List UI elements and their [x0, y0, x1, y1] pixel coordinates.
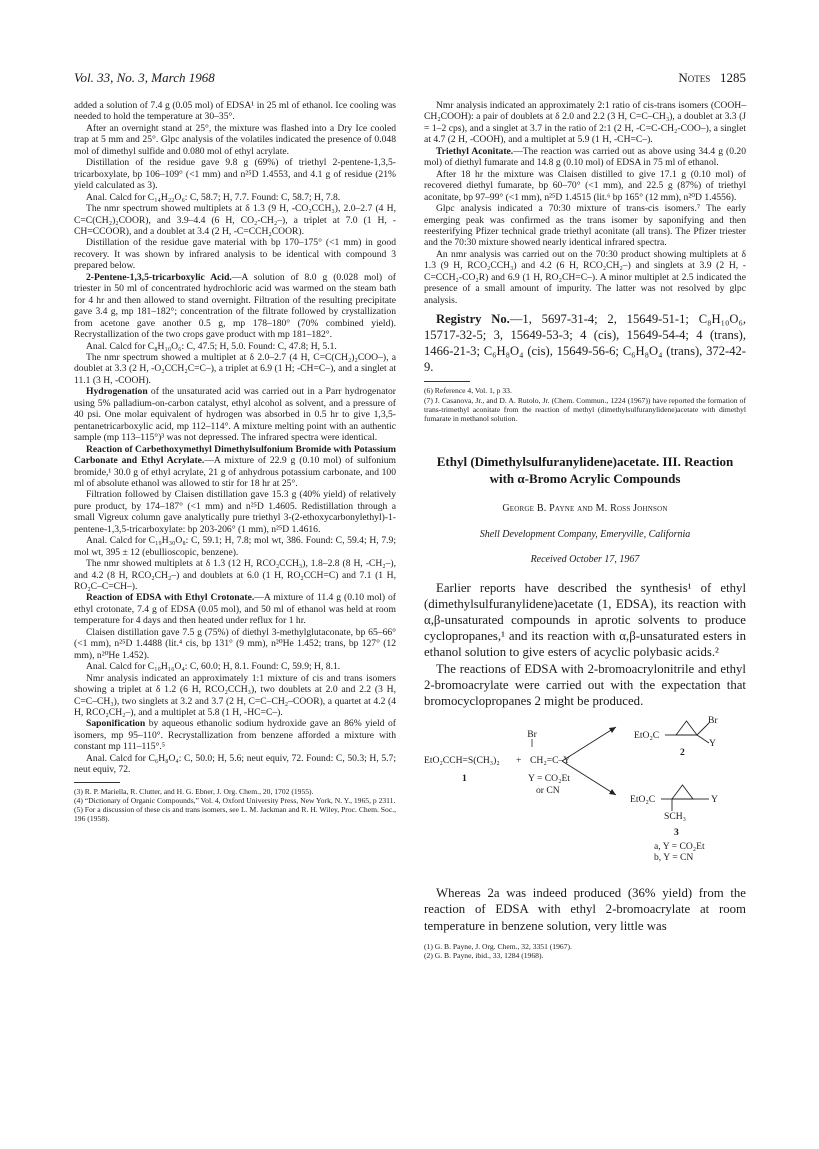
- page-header: [74, 70, 746, 90]
- reaction-scheme: [424, 713, 746, 885]
- analysis-line: Anal. Calcd for C₆H₈O₄: C, 50.0; H, 5.6; neut equiv, 72. Found: C, 50.3; H, 5.7; neut equiv, 72.: [74, 752, 396, 776]
- reactant-1: EtO₂CCH=S(CH₃)₂: [424, 755, 500, 767]
- footnotes: [424, 386, 746, 423]
- paragraph: Glpc analysis indicated a 70:30 mixture of trans-cis isomers.⁷ The early emerging peak was confirmed as the trans isomer by saponifying and then reesterifying Pfizer technical grade triethyl aconitate (all trans). The Pfizer triester and the 70:30 mixture showed nearly identical infrared spectra.: [424, 203, 746, 249]
- paragraph: Claisen distillation gave 7.5 g (75%) of diethyl 3-methylglutaconate, bp 65–66° (<1 mm), n²⁵D 1.4488 (lit.⁴ cis, bp 131° (9 mm), n²⁰He 1.452; trans, bp 127° (12 mm), n²⁰He 1.452).: [74, 626, 396, 661]
- ester-label: EtO₂C: [630, 794, 656, 806]
- substituent-key: b, Y = CN: [654, 852, 694, 864]
- analysis-line: Anal. Calcd for C₈H₁₀O₆: C, 47.5; H, 5.0. Found: C, 47.8; H, 5.1.: [86, 340, 337, 352]
- cyclopropane-ring: [676, 721, 697, 735]
- bond-line: [697, 735, 709, 743]
- analysis-line: Anal. Calcd for C₁₉H₃₀O₈: C, 59.1; H, 7.8; mol wt, 386. Found: C, 59.4; H, 7.9; mol wt, 395 ± 12 (ebullioscopic, benzene).: [74, 535, 396, 558]
- registry-heading: Registry No.: [436, 312, 510, 327]
- footnote: (4) “Dictionary of Organic Compounds,” Vol. 4, Oxford University Press, New York, N. Y., 1965, p 2311.: [74, 795, 396, 805]
- right-column: [424, 100, 746, 960]
- y-label: Y: [709, 738, 716, 750]
- substituent-definition: Y = CO₂Et: [528, 773, 570, 785]
- paragraph: Saponification by aqueous ethanolic sodium hydroxide gave an 86% yield of isomers, mp 95–110°. Recrystallization from benzene afforded a mixture with constant mp 111–115°.⁵: [74, 718, 396, 753]
- paragraph: An nmr analysis was carried out on the 70:30 product showing multiplets at δ 1.3 (9 H, RCO₂CCH₃) and 4.2 (6 H, RCO₂CH₂–) and singlets at 3.9 (2 H, -C=CCH₂-CO₂R) and 6.9 (1 H, RO₂CH=C–). A minor multiplet at 2.5 indicated the presence of a small amount of impurity. The latter was not resolved by glpc analysis.: [424, 248, 746, 306]
- paragraph: Triethyl Aconitate.—The reaction was carried out as above using 34.4 g (0.20 mol) of diethyl fumarate and 14.8 g (0.10 mol) of EDSA in 75 ml of ethanol.: [424, 145, 747, 169]
- ester-label: EtO₂C: [634, 730, 660, 742]
- article-authors: George B. Payne and M. Ross Johnson: [502, 503, 668, 515]
- footnote: (3) R. P. Mariella, R. Clutter, and H. G. Ebner, J. Org. Chem., 20, 1702 (1955).: [74, 786, 314, 796]
- reactant-2: CH₂=C–Y: [530, 755, 571, 767]
- section-heading: Reaction of Carbethoxymethyl Dimethylsulfonium Bromide with Potassium Carbonate and Ethyl Acrylate.: [74, 443, 397, 467]
- paragraph: After 18 hr the mixture was Claisen distilled to give 17.1 g (0.10 mol) of recovered diethyl fumarate, bp 60–70° (<1 mm), and 22.5 g (87%) of triethyl aconitate, bp 97–99° (<1 mm), n²⁵D 1.4515 (lit.⁶ bp 165° (12 mm), n²⁰D 1.4556).: [424, 168, 746, 203]
- article-title: Ethyl (Dimethylsulfuranylidene)acetate. III. Reaction with α-Bromo Acrylic Compounds: [436, 454, 734, 487]
- footnote: (6) Reference 4, Vol. 1, p 33.: [424, 386, 512, 396]
- paragraph: 2-Pentene-1,3,5-tricarboxylic Acid.—A solution of 8.0 g (0.028 mol) of triester in 50 ml of concentrated hydrochloric acid was warmed on the steam bath for 4 hr and then allowed to stand overnight. Filtration of the resulting precipitate gave 3.4 g, mp 181–182°; concentration of the filtrate followed by crystallization from acetone gave another 0.5 g, mp 178–180° (70% combined yield). Recrystallization of the two crops gave product with mp 181–182°.: [74, 271, 397, 341]
- paragraph: Whereas 2a was indeed produced (36% yield) from the reaction of EDSA with ethyl 2-bromoacrylate at room temperature in benzene solution, very little was: [424, 886, 746, 933]
- section-heading: Hydrogenation: [86, 386, 148, 398]
- registry-numbers: Registry No.—1, 5697-31-4; 2, 15649-51-1; C₈H₁₀O₆, 15717-32-5; 3, 15649-53-3; 4 (cis), 15649-54-4; 4 (trans), 1466-21-3; C₆H₈O₄ (cis), 15649-56-6; C₆H₈O₄ (trans), 372-42-9.: [424, 312, 747, 374]
- compound-label: 2: [680, 747, 685, 759]
- section-heading: 2-Pentene-1,3,5-tricarboxylic Acid.: [86, 271, 232, 283]
- paragraph: The nmr showed multiplets at δ 1.3 (12 H, RCO₂CCH₃), 1.8–2.8 (8 H, -CH₂–), and 4.2 (8 H, RCO₂CH₂–) and doublets at 6.0 (1 H, RO₂CCH=C) and 7.1 (1 H, RO₂C–C=CH–).: [74, 558, 396, 593]
- paragraph: Reaction of Carbethoxymethyl Dimethylsulfonium Bromide with Potassium Carbonate and Ethyl Acrylate.—A mixture of 22.9 g (0.10 mol) of sulfonium bromide,¹ 30.0 g of ethyl acrylate, 21 g of anhydrous potassium carbonate, and 100 ml of absolute ethanol was allowed to stir for 18 hr at 25°.: [74, 443, 397, 489]
- footnote: (1) G. B. Payne, J. Org. Chem., 32, 3351 (1967).: [424, 941, 572, 951]
- paragraph: The nmr spectrum showed a multiplet at δ 2.0–2.7 (4 H, C=C(CH₂)₂COO–), a doublet at 3.3 (2 H, -O₂CCH₂C=C–), a triplet at 6.9 (1 H; -CH=C–), and a singlet at 11.1 (3 H, -COOH).: [74, 351, 396, 386]
- substituent-key: a, Y = CO₂Et: [654, 841, 705, 853]
- analysis-line: Anal. Calcd for C₁₄H₂₂O₆: C, 58.7; H, 7.7. Found: C, 58.7; H, 7.8.: [86, 191, 341, 203]
- section-heading: Triethyl Aconitate.: [436, 145, 514, 157]
- footnotes: [424, 942, 746, 960]
- thiomethyl-label: SCH₃: [664, 811, 687, 823]
- compound-label: 1: [462, 773, 467, 785]
- footnotes: [74, 787, 396, 824]
- paragraph: The reactions of EDSA with 2-bromoacrylonitrile and ethyl 2-bromoacrylate were carried out with the expectation that bromocyclopropanes 2 might be produced.: [424, 661, 746, 708]
- compound-label: 3: [674, 827, 679, 839]
- page-number: 1285: [720, 70, 746, 85]
- received-date: Received October 17, 1967: [530, 554, 640, 566]
- y-label: Y: [711, 794, 718, 806]
- footnote: (5) For a discussion of these cis and trans isomers, see L. M. Jackman and R. H. Wiley, Proc. Chem. Soc., 196 (1958).: [74, 805, 396, 824]
- paragraph: added a solution of 7.4 g (0.05 mol) of EDSA¹ in 25 ml of ethanol. Ice cooling was needed to hold the temperature at 30–35°.: [74, 100, 396, 123]
- article-affiliation: Shell Development Company, Emeryville, California: [479, 528, 691, 540]
- analysis-line: Anal. Calcd for C₁₀H₁₆O₄: C, 60.0; H, 8.1. Found: C, 59.9; H, 8.1.: [86, 661, 341, 673]
- footnote-rule: [74, 782, 120, 783]
- section-heading: Reaction of EDSA with Ethyl Crotonate.: [86, 592, 255, 604]
- paragraph: Reaction of EDSA with Ethyl Crotonate.—A mixture of 11.4 g (0.10 mol) of ethyl crotonate, 7.4 g of EDSA (0.05 mol), and 50 ml of ethanol was held at room temperature for 4 days and then heated under reflux for 1 hr.: [74, 592, 396, 627]
- plus-sign: +: [516, 755, 522, 767]
- section-heading: Saponification: [86, 718, 146, 730]
- paragraph: Nmr analysis indicated an approximately 1:1 mixture of cis and trans isomers showing a triplet at δ 1.2 (6 H, RCO₂CCH₃), two doublets at 2.0 and 2.2 (3 H, C=C–CH₃), two singlets at 3.2 and 3.7 (2 H, C=C–CH₂–COOR), a quartet at 4.2 (4 H, RCO₂CH₂–), and a multiplet at 5.8 (1 H, -HC=C–).: [74, 672, 396, 719]
- paragraph: Earlier reports have described the synthesis¹ of ethyl (dimethylsulfuranylidene)acetate (1, EDSA), its reaction with α,β-unsaturated compounds in aprotic solvents to produce cyclopropanes,¹ and its reaction with α,β-unsaturated esters in ethanol solution to give esters of acyclic polybasic acids.²: [424, 580, 746, 660]
- paragraph: Filtration followed by Claisen distillation gave 15.3 g (40% yield) of relatively pure product, by 174–187° (<1 mm) and n²⁵D 1.4605. Redistillation through a small Vigreux column gave analytically pure triethyl 3-(2-ethoxycarbonylethyl)-1-pentene-1,3,5-tricarboxylate: bp 203-206° (1 mm), n²⁵D 1.4616.: [74, 489, 396, 535]
- bromine-label: Br: [708, 715, 718, 727]
- paragraph: After an overnight stand at 25°, the mixture was flashed into a Dry Ice cooled trap at 5 mm and 25°. Glpc analysis of the volatiles indicated the presence of 0.048 mol of dimethyl sulfide and 0.080 mol of ethyl acrylate.: [74, 122, 396, 157]
- paragraph: Distillation of the residue gave 9.8 g (69%) of triethyl 2-pentene-1,3,5-tricarboxylate, bp 106–109° (<1 mm) and n²⁵D 1.4553, and 4.1 g of residue (21% yield calculated as 3).: [74, 157, 396, 192]
- journal-citation: Vol. 33, No. 3, March 1968: [74, 70, 215, 85]
- paragraph: Distillation of the residue gave material with bp 170–175° (<1 mm) in good recovery. It was shown by infrared analysis to be identical with compound 3 prepared below.: [74, 237, 396, 272]
- cyclopropane-ring: [672, 785, 693, 799]
- left-column: [74, 100, 396, 824]
- footnote: (2) G. B. Payne, ibid., 33, 1284 (1968).: [424, 950, 544, 960]
- paragraph: The nmr spectrum showed multiplets at δ 1.3 (9 H, -CO₂CCH₃), 2.0–2.7 (4 H, C=C(CH₂)₂COOR), and 3.9–4.4 (6 H, CO₂-CH₂–), a triplet at 7.0 (1 H, -CH=CCOOR), and a doublet at 3.4 (2 H, -C=CCH₂COOR).: [74, 203, 396, 237]
- footnote-rule: [424, 381, 470, 382]
- substituent-alternative: or CN: [536, 785, 560, 797]
- section-name: Notes: [678, 70, 711, 85]
- reaction-scheme-lines: [424, 713, 746, 885]
- arrowhead: [609, 727, 616, 733]
- bromine-label: Br: [527, 729, 537, 741]
- paragraph: Nmr analysis indicated an approximately 2:1 ratio of cis-trans isomers (COOH–CH₂COOH): a pair of doublets at δ 2.0 and 2.2 (3 H, C=C–CH₃), a doublet at 3.3 (J = 1–2 cps), and a singlet at 3.7 in the ratio of 2:1 (2 H, -C=C-CH₂-COO–), a singlet at 4.7 (2 H, -COOH), and a multiplet at 5.9 (1 H, -CH=C–).: [424, 100, 746, 146]
- arrowhead: [609, 789, 616, 795]
- section-page: [678, 70, 746, 86]
- footnote: (7) J. Casanova, Jr., and D. A. Rutolo, Jr. (Chem. Commun., 1224 (1967)) have reported the formation of trans-trimethyl aconitate from the reaction of methyl (dimethylsulfuranylidene)acetate with dimethyl fumarate in methanol solution.: [424, 395, 746, 423]
- paragraph: Hydrogenation of the unsaturated acid was carried out in a Parr hydrogenator using 5% palladium-on-carbon catalyst, ethyl alcohol as solvent, and a pressure of 40 psi. One molar equivalent of hydrogen was absorbed in 0.5 hr to give 1,3,5-pentanetricarboxylic acid, mp 112–114°. A mixture melting point with an authentic sample (mp 113–115°)³ was not depressed. The infrared spectra were identical.: [74, 386, 396, 444]
